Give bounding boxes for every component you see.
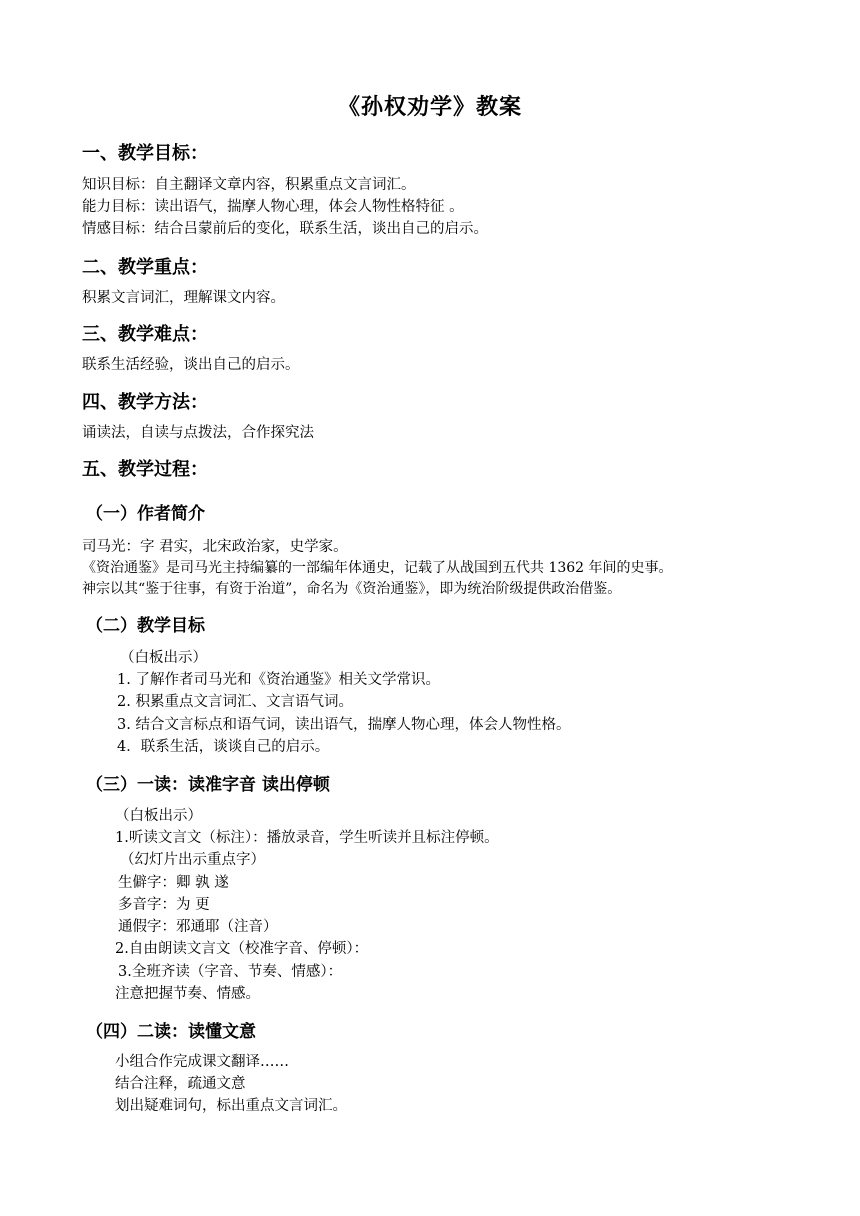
read-one-item-1: 1.听读文言文（标注）：播放录音，学生听读并且标注停顿。: [115, 830, 499, 846]
subsection-heading-author: （一）作者简介: [86, 504, 205, 524]
section-heading-focus: 二、教学重点：: [82, 257, 208, 278]
objective-knowledge: 知识目标：自主翻译文章内容，积累重点文言词汇。: [82, 177, 416, 193]
objective-emotion: 情感目标：结合吕蒙前后的变化，联系生活，谈出自己的启示。: [82, 221, 488, 237]
interchangeable-characters: 通假字：邪通耶（注音）: [118, 919, 278, 935]
goals-note: （白板出示）: [120, 650, 207, 666]
goal-item-4: 4．联系生活，谈谈自己的启示。: [117, 739, 330, 755]
subsection-heading-read-two: （四）二读：读懂文意: [86, 1022, 256, 1042]
goal-item-2: 2. 积累重点文言词汇、文言语气词。: [117, 694, 353, 710]
read-one-note-2: （幻灯片出示重点字）: [120, 852, 265, 868]
subsection-heading-read-one: （三）一读：读准字音 读出停顿: [86, 775, 330, 795]
difficulty-text: 联系生活经验，谈出自己的启示。: [82, 357, 300, 373]
document-title: 《孙权劝学》教案: [337, 95, 522, 120]
read-one-item-3: 3.全班齐读（字音、节奏、情感）：: [118, 964, 343, 980]
author-line-2: 《资治通鉴》是司马光主持编纂的一部编年体通史，记载了从战国到五代共 1362 年间的史事。: [82, 560, 673, 576]
author-line-3: 神宗以其“鉴于往事，有资于治道”，命名为《资治通鉴》，即为统治阶级提供政治借鉴。: [82, 581, 622, 597]
author-line-1: 司马光：字 君实，北宋政治家，史学家。: [82, 539, 348, 555]
objective-ability: 能力目标：读出语气，揣摩人物心理，体会人物性格特征 。: [82, 199, 464, 215]
methods-text: 诵读法，自读与点拨法，合作探究法: [82, 425, 314, 441]
polyphonic-characters: 多音字：为 更: [118, 897, 210, 913]
section-heading-methods: 四、教学方法：: [82, 392, 208, 413]
section-heading-objectives: 一、教学目标：: [82, 143, 208, 164]
subsection-heading-goals: （二）教学目标: [86, 616, 205, 636]
read-two-line-3: 划出疑难词句，标出重点文言词汇。: [115, 1098, 347, 1114]
goal-item-1: 1. 了解作者司马光和《资治通鉴》相关文学常识。: [117, 672, 440, 688]
focus-text: 积累文言词汇，理解课文内容。: [82, 290, 285, 306]
read-two-line-2: 结合注释，疏通文意: [115, 1076, 246, 1092]
read-two-line-1: 小组合作完成课文翻译……: [115, 1054, 289, 1070]
read-one-item-2: 2.自由朗读文言文（校准字音、停顿）：: [115, 941, 369, 957]
goal-item-3: 3. 结合文言标点和语气词，读出语气，揣摩人物心理，体会人物性格。: [117, 717, 571, 733]
read-one-note-1: （白板出示）: [115, 808, 202, 824]
section-heading-process: 五、教学过程：: [82, 459, 208, 480]
section-heading-difficulty: 三、教学难点：: [82, 324, 208, 345]
read-one-note-3: 注意把握节奏、情感。: [115, 986, 260, 1002]
rare-characters: 生僻字：卿 孰 遂: [118, 875, 229, 891]
